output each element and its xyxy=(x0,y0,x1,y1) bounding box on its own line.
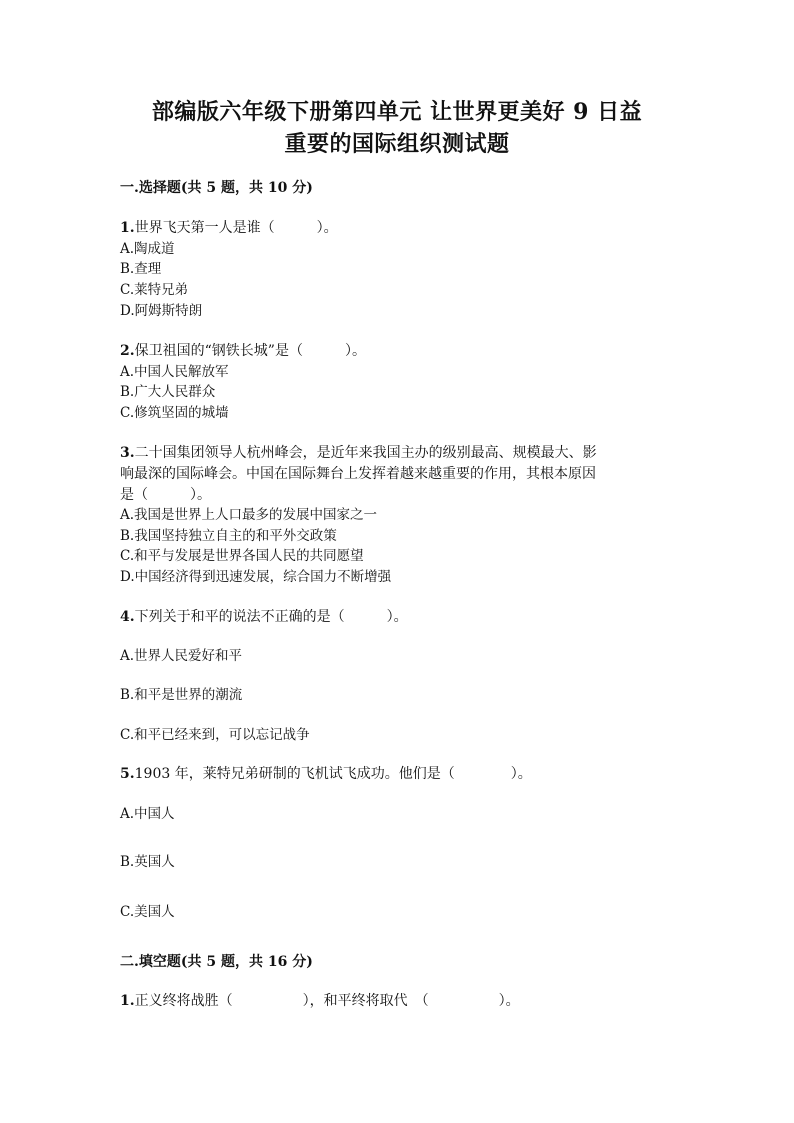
question-3-line3: 是（ ）。 xyxy=(120,487,211,503)
option-c: C.美国人 xyxy=(120,904,175,920)
page-title-line1: 部编版六年级下册第四单元 让世界更美好 9 日益 xyxy=(151,99,643,125)
question-number: 3. xyxy=(120,445,135,461)
question-number: 1. xyxy=(120,220,135,236)
option-b: B.我国坚持独立自主的和平外交政策 xyxy=(120,528,337,544)
section-heading-choice: 一.选择题(共 5 题，共 10 分) xyxy=(120,180,313,196)
option-a: A.世界人民爱好和平 xyxy=(120,648,243,664)
question-number: 5. xyxy=(120,766,135,782)
option-a: A.陶成道 xyxy=(120,241,175,257)
question-1 xyxy=(120,218,680,238)
question-number: 1. xyxy=(120,993,135,1009)
option-d: D.中国经济得到迅速发展，综合国力不断增强 xyxy=(120,569,392,585)
option-c: C.和平已经来到，可以忘记战争 xyxy=(120,727,310,743)
option-b: B.查理 xyxy=(120,261,162,277)
option-a: A.中国人 xyxy=(120,806,175,822)
question-text: 1903 年，莱特兄弟研制的飞机试飞成功。他们是（ ）。 xyxy=(134,766,532,782)
question-4 xyxy=(120,607,680,627)
option-c: C.和平与发展是世界各国人民的共同愿望 xyxy=(120,548,364,564)
question-number: 4. xyxy=(120,609,135,625)
option-c: C.修筑坚固的城墙 xyxy=(120,405,229,421)
page-title-line2: 重要的国际组织测试题 xyxy=(284,131,510,157)
option-a: A.中国人民解放军 xyxy=(120,364,229,380)
question-5 xyxy=(120,764,680,784)
section-heading-fill: 二.填空题(共 5 题，共 16 分) xyxy=(120,954,313,970)
question-number: 2. xyxy=(120,343,135,359)
option-c: C.莱特兄弟 xyxy=(120,282,189,298)
question-text: 世界飞天第一人是谁（ ）。 xyxy=(134,220,338,236)
question-text: 下列关于和平的说法不正确的是（ ）。 xyxy=(134,609,408,625)
option-d: D.阿姆斯特朗 xyxy=(120,303,203,319)
option-b: B.广大人民群众 xyxy=(120,384,216,400)
question-3 xyxy=(120,443,680,463)
question-3-line2: 响最深的国际峰会。中国在国际舞台上发挥着越来越重要的作用，其根本原因 xyxy=(120,466,596,482)
option-a: A.我国是世界上人口最多的发展中国家之一 xyxy=(120,507,378,523)
question-text: 正义终将战胜（ ），和平终将取代 （ ）。 xyxy=(134,993,520,1009)
question-2 xyxy=(120,341,680,361)
question-text: 保卫祖国的“钢铁长城”是（ ）。 xyxy=(134,343,366,359)
option-b: B.和平是世界的潮流 xyxy=(120,687,243,703)
fill-question-1 xyxy=(120,991,680,1011)
question-text: 二十国集团领导人杭州峰会，是近年来我国主办的级别最高、规模最大、影 xyxy=(134,445,597,461)
option-b: B.英国人 xyxy=(120,854,175,870)
